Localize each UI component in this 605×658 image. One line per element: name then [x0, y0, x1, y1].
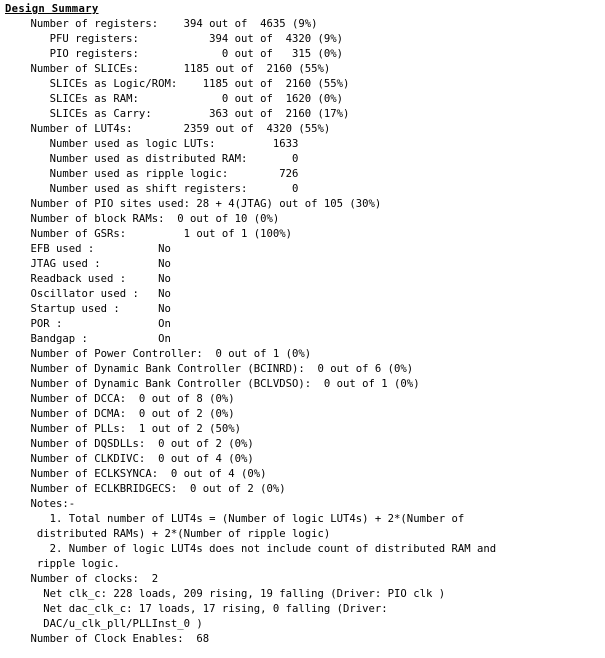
report-line: Number of CLKDIVC: 0 out of 4 (0%)	[5, 453, 254, 465]
report-line: Number of Power Controller: 0 out of 1 (0%)	[5, 348, 312, 360]
report-line: Notes:-	[5, 498, 76, 510]
report-line: Number of block RAMs: 0 out of 10 (0%)	[5, 213, 280, 225]
report-line: Number of Dynamic Bank Controller (BCLVDSO): 0 out of 1 (0%)	[5, 378, 420, 390]
report-line: Number used as logic LUTs: 1633	[5, 138, 299, 150]
report-lines	[5, 17, 496, 647]
report-line: Net dac_clk_c: 17 loads, 17 rising, 0 falling (Driver:	[5, 603, 388, 615]
report-line: Number used as distributed RAM: 0	[5, 153, 299, 165]
report-line: Number of PIO sites used: 28 + 4(JTAG) out of 105 (30%)	[5, 198, 382, 210]
report-line: Number of Clock Enables: 68	[5, 633, 210, 645]
report-line: Number of PLLs: 1 out of 2 (50%)	[5, 423, 241, 435]
report-line: Number of clocks: 2	[5, 573, 159, 585]
report-line: Number used as ripple logic: 726	[5, 168, 299, 180]
report-line: Number used as shift registers: 0	[5, 183, 299, 195]
report-line: Number of ECLKSYNCA: 0 out of 4 (0%)	[5, 468, 267, 480]
report-line: PFU registers: 394 out of 4320 (9%)	[5, 33, 344, 45]
report-line: Number of DCMA: 0 out of 2 (0%)	[5, 408, 235, 420]
report-line: JTAG used : No	[5, 258, 171, 270]
report-line: DAC/u_clk_pll/PLLInst_0 )	[5, 618, 203, 630]
report-line: Number of Dynamic Bank Controller (BCINRD): 0 out of 6 (0%)	[5, 363, 414, 375]
report-title: Design Summary	[5, 3, 99, 15]
report-line: Number of GSRs: 1 out of 1 (100%)	[5, 228, 293, 240]
report-line: distributed RAMs) + 2*(Number of ripple logic)	[5, 528, 331, 540]
report-line: 2. Number of logic LUT4s does not include count of distributed RAM and	[5, 543, 497, 555]
report-line: ripple logic.	[5, 558, 120, 570]
report-line: Readback used : No	[5, 273, 171, 285]
report-line: Number of LUT4s: 2359 out of 4320 (55%)	[5, 123, 331, 135]
report-line: Bandgap : On	[5, 333, 171, 345]
report-line: Startup used : No	[5, 303, 171, 315]
report-line: Number of registers: 394 out of 4635 (9%)	[5, 18, 318, 30]
report-line: Net clk_c: 228 loads, 209 rising, 19 falling (Driver: PIO clk )	[5, 588, 446, 600]
report-line: Oscillator used : No	[5, 288, 171, 300]
report-line: POR : On	[5, 318, 171, 330]
report-line: EFB used : No	[5, 243, 171, 255]
report-line: Number of DQSDLLs: 0 out of 2 (0%)	[5, 438, 254, 450]
report-line: Number of DCCA: 0 out of 8 (0%)	[5, 393, 235, 405]
design-summary-report	[5, 2, 496, 647]
report-line: SLICEs as Carry: 363 out of 2160 (17%)	[5, 108, 350, 120]
report-line: 1. Total number of LUT4s = (Number of logic LUT4s) + 2*(Number of	[5, 513, 465, 525]
report-line: Number of ECLKBRIDGECS: 0 out of 2 (0%)	[5, 483, 286, 495]
report-line: PIO registers: 0 out of 315 (0%)	[5, 48, 344, 60]
report-line: SLICEs as RAM: 0 out of 1620 (0%)	[5, 93, 344, 105]
report-line: SLICEs as Logic/ROM: 1185 out of 2160 (55%)	[5, 78, 350, 90]
report-line: Number of SLICEs: 1185 out of 2160 (55%)	[5, 63, 331, 75]
